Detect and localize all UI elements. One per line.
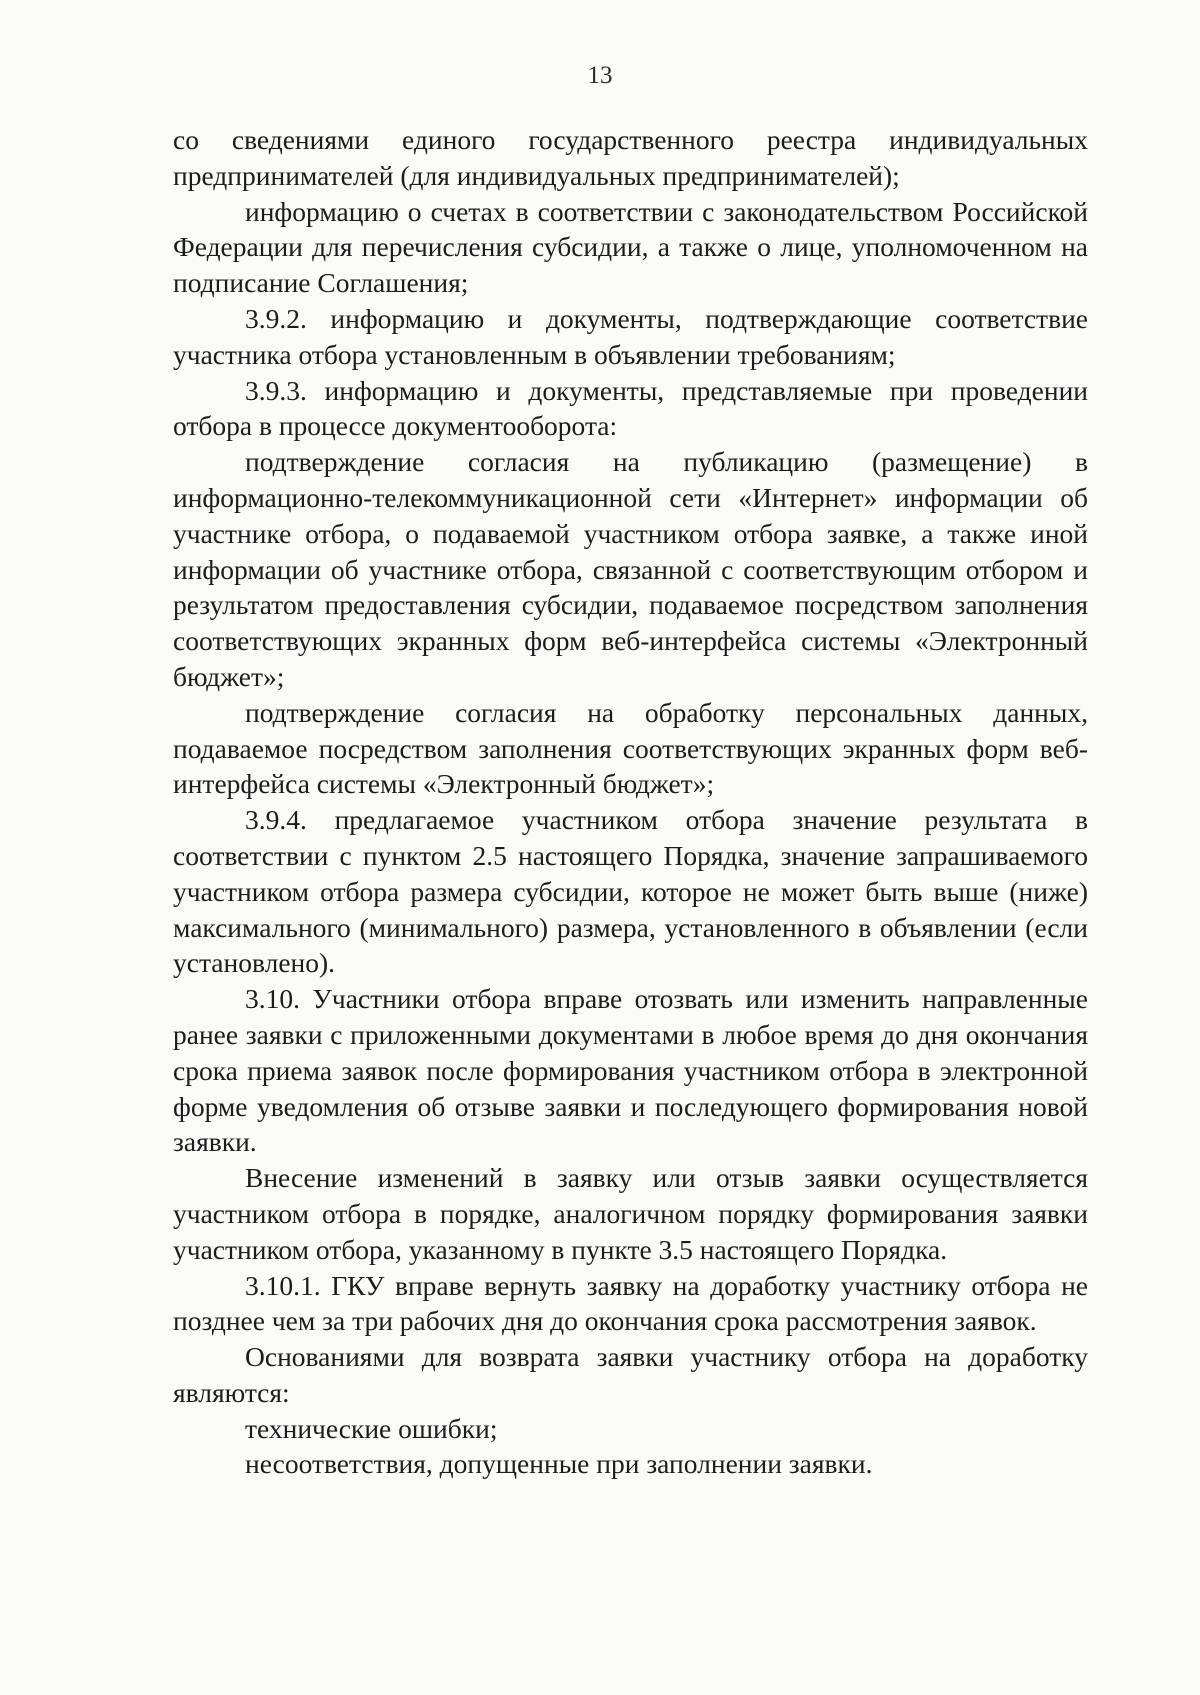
paragraph: 3.9.2. информацию и документы, подтверждающие соответствие участника отбора установленным в объявлении требованиям; xyxy=(173,302,1088,370)
paragraph: информацию о счетах в соответствии с законодательством Российской Федерации для перечисления субсидии, а также о лице, уполномоченном на подписание Соглашения; xyxy=(173,195,1088,299)
page-number: 13 xyxy=(587,62,613,89)
paragraph: подтверждение согласия на обработку персональных данных, подаваемое посредством заполнения соответствующих экранных форм веб-интерфейса системы «Электронный бюджет»; xyxy=(173,696,1088,800)
paragraph: 3.10. Участники отбора вправе отозвать или изменить направленные ранее заявки с приложенными документами в любое время до дня окончания срока приема заявок после формирования участником отбора в электронной форме уведомления об отзыве заявки и последующего формирования новой заявки. xyxy=(173,983,1088,1158)
paragraph: подтверждение согласия на публикацию (размещение) в информационно-телекоммуникационной сети «Интернет» информации об участнике отбора, о подаваемой участником отбора заявке, а также иной информации об участнике отбора, связанной с соответствующим отбором и результатом предоставления субсидии, подаваемое посредством заполнения соответствующих экранных форм веб-интерфейса системы «Электронный бюджет»; xyxy=(173,446,1088,692)
paragraph: 3.9.3. информацию и документы, представляемые при проведении отбора в процессе документооборота: xyxy=(173,374,1088,442)
paragraph: 3.10.1. ГКУ вправе вернуть заявку на доработку участнику отбора не позднее чем за три рабочих дня до окончания срока рассмотрения заявок. xyxy=(173,1269,1088,1337)
document-body xyxy=(173,122,1088,1482)
paragraph: 3.9.4. предлагаемое участником отбора значение результата в соответствии с пунктом 2.5 настоящего Порядка, значение запрашиваемого участником отбора размера субсидии, которое не может быть выше (ниже) максимального (минимального) размера, установленного в объявлении (если установлено). xyxy=(173,804,1088,979)
list-item: технические ошибки; xyxy=(245,1412,498,1444)
list-item: несоответствия, допущенные при заполнении заявки. xyxy=(245,1448,873,1480)
paragraph: Внесение изменений в заявку или отзыв заявки осуществляется участником отбора в порядке, аналогичном порядку формирования заявки участником отбора, указанному в пункте 3.5 настоящего Порядка. xyxy=(173,1162,1088,1265)
paragraph: со сведениями единого государственного реестра индивидуальных предпринимателей (для индивидуальных предпринимателей); xyxy=(173,124,1088,191)
paragraph: Основаниями для возврата заявки участнику отбора на доработку являются: xyxy=(173,1341,1088,1408)
